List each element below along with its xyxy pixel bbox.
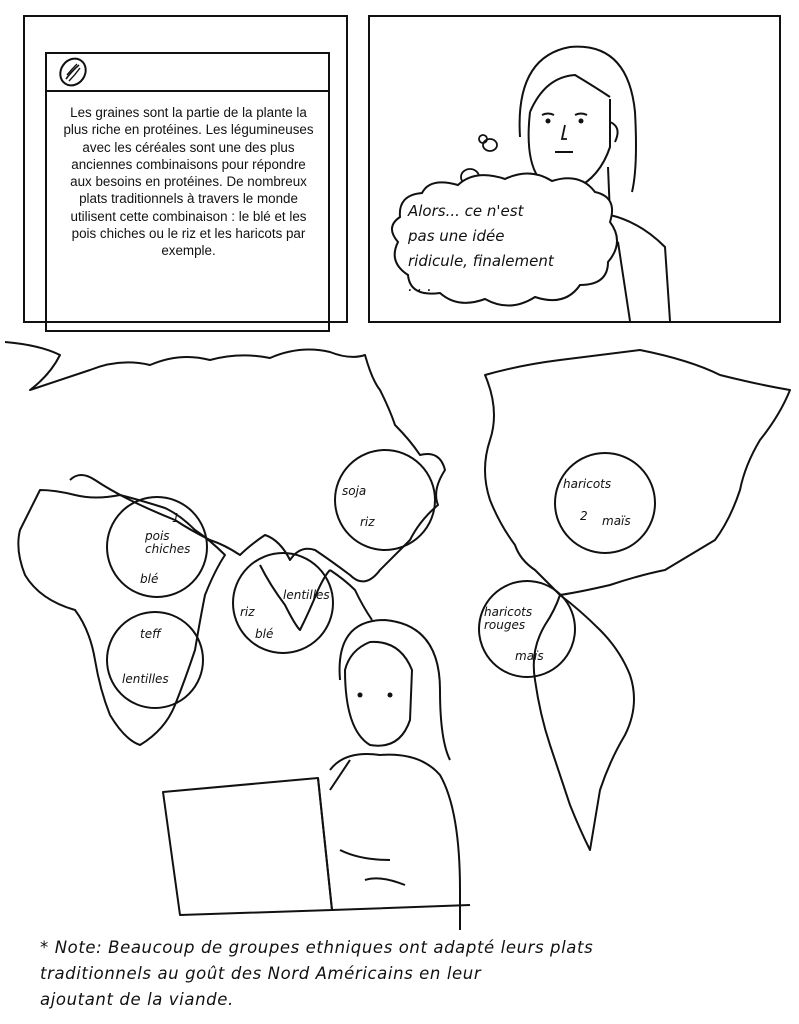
laptop-base [318,778,470,910]
eurasia-outline [5,342,445,581]
region-2-label-a: teff [140,627,161,641]
region-3-label-b: lentilles [283,588,330,602]
thinking-panel [368,15,781,323]
region-4-label-b: riz [360,515,375,529]
info-box [45,52,330,332]
woman-hair [340,620,450,760]
woman-hands [340,850,405,885]
region-circle-5 [555,453,655,553]
footnote: * Note: Beaucoup de groupes ethniques ont adapté leurs plats traditionnels au goût des Nord Américains en leur ajoutant de la viande. [40,938,594,1009]
se-asia-outline [330,570,372,620]
thought-bubble-text: Alors... ce n'est pas une idée ridicule, finalement . . . [408,202,554,295]
woman-body [330,754,460,930]
region-circle-4 [335,450,435,550]
region-4-label-a: soja [342,484,367,498]
region-2-label-b: lentilles [122,672,169,686]
region-1-number: 1 [172,511,180,525]
region-6-label-b: maïs [515,649,544,663]
info-panel [23,15,348,323]
world-map-scene [0,330,799,930]
region-1-label-b: blé [140,572,159,586]
region-5-label-a: haricots [563,477,612,491]
info-text: Les graines sont la partie de la plante la plus riche en protéines. Les légumineuses avec les céréales sont une des plus anciennes combinaisons pour répondre aux besoins en protéines. De nombreux plats traditionnels à travers le monde utilisent cette combinaison : le blé et les pois chiches ou le riz et les haricots par exemple. [63,105,314,259]
info-box-header [47,54,328,92]
region-5-label-b: maïs [602,514,631,528]
region-1-label-a: pois chiches [145,529,191,556]
laptop-screen [163,778,332,915]
region-6-label-a: haricots rouges [484,605,533,632]
south-america-outline [534,595,634,850]
seed-icon [53,54,93,90]
north-america-outline [485,350,790,595]
region-3-label-a: riz [240,605,255,619]
region-5-number: 2 [580,509,588,523]
africa-outline [18,490,225,745]
region-3-label-c: blé [255,627,274,641]
